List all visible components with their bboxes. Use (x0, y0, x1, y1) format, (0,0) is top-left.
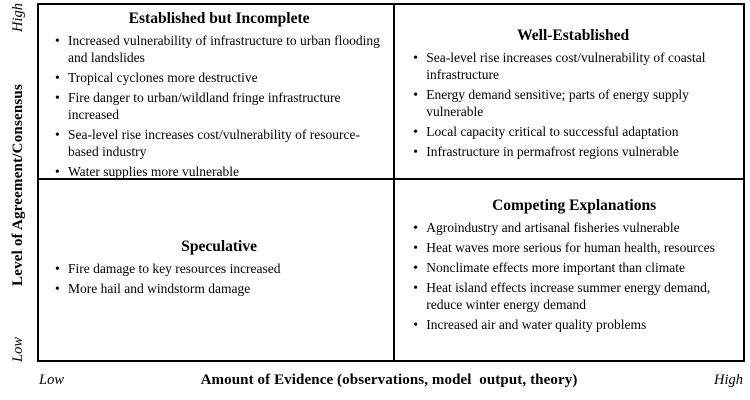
y-axis-label: Level of Agreement/Consensus (9, 83, 26, 286)
bullet-item (411, 316, 737, 333)
bullet-item (53, 126, 385, 160)
bullet-list (411, 219, 737, 333)
y-axis-tick-low: Low (9, 336, 26, 362)
bullet-icon: • (413, 280, 418, 295)
quadrant-bottom-left-speculative (39, 180, 395, 360)
bullet-icon: • (55, 261, 60, 276)
bullet-icon: • (413, 240, 418, 255)
y-axis-tick-high: High (9, 3, 26, 32)
bullet-item (411, 219, 737, 236)
bullet-icon: • (413, 50, 418, 65)
bullet-icon: • (413, 144, 418, 159)
bullet-item (411, 143, 735, 160)
bullet-item (411, 49, 735, 83)
x-axis-label: Amount of Evidence (observations, model output, theory) (200, 372, 578, 388)
bullet-icon: • (55, 90, 60, 105)
bullet-text: Fire damage to key resources increased (68, 261, 281, 276)
bullet-text: Fire danger to urban/wildland fringe infrastructure increased (68, 90, 341, 122)
bullet-icon: • (55, 164, 60, 179)
quadrant-top-right-well-established (395, 5, 743, 180)
bullet-item (53, 260, 385, 277)
bullet-text: Sea-level rise increases cost/vulnerability of coastal infrastructure (426, 50, 706, 82)
bullet-item (53, 69, 385, 86)
quadrant-title: Speculative (181, 238, 257, 255)
bullet-text: More hail and windstorm damage (68, 281, 251, 296)
bullet-icon: • (413, 260, 418, 275)
bullet-text: Tropical cyclones more destructive (68, 70, 258, 85)
bullet-item (411, 123, 735, 140)
bullet-text: Sea-level rise increases cost/vulnerability of resource-based industry (68, 127, 361, 159)
bullet-list (411, 49, 735, 160)
bullet-text: Increased air and water quality problems (426, 317, 647, 332)
bullet-item (411, 259, 737, 276)
bullet-item (53, 280, 385, 297)
bullet-item (53, 163, 385, 180)
x-axis-tick-high: High (714, 372, 743, 388)
bullet-icon: • (413, 220, 418, 235)
x-axis (37, 372, 745, 389)
bullet-text: Agroindustry and artisanal fisheries vulnerable (426, 220, 680, 235)
quadrant-title: Established but Incomplete (128, 10, 310, 27)
bullet-icon: • (413, 124, 418, 139)
bullet-text: Energy demand sensitive; parts of energy supply vulnerable (426, 87, 689, 119)
bullet-icon: • (413, 87, 418, 102)
bullet-text: Nonclimate effects more important than climate (426, 260, 685, 275)
bullet-text: Increased vulnerability of infrastructure to urban flooding and landslides (68, 33, 380, 65)
x-axis-tick-low: Low (39, 372, 64, 388)
bullet-item (411, 279, 737, 313)
quadrant-bottom-right-competing-explanations (395, 180, 743, 360)
bullet-icon: • (55, 70, 60, 85)
y-axis (0, 3, 36, 362)
bullet-text: Heat waves more serious for human health, resources (426, 240, 715, 255)
bullet-text: Local capacity critical to successful adaptation (426, 124, 679, 139)
bullet-text: Heat island effects increase summer energy demand, reduce winter energy demand (426, 280, 711, 312)
bullet-text: Infrastructure in permafrost regions vulnerable (426, 144, 679, 159)
bullet-item (53, 32, 385, 66)
bullet-icon: • (55, 127, 60, 142)
bullet-item (411, 239, 737, 256)
bullet-icon: • (55, 33, 60, 48)
quadrant-top-left-established-but-incomplete (39, 5, 395, 180)
bullet-list (53, 260, 385, 297)
bullet-list (53, 32, 385, 180)
bullet-text: Water supplies more vulnerable (68, 164, 239, 179)
quadrant-title: Well-Established (517, 27, 630, 44)
matrix-grid (37, 3, 745, 362)
quadrant-title: Competing Explanations (492, 197, 657, 214)
bullet-icon: • (413, 317, 418, 332)
bullet-item (53, 89, 385, 123)
bullet-item (411, 86, 735, 120)
bullet-icon: • (55, 281, 60, 296)
